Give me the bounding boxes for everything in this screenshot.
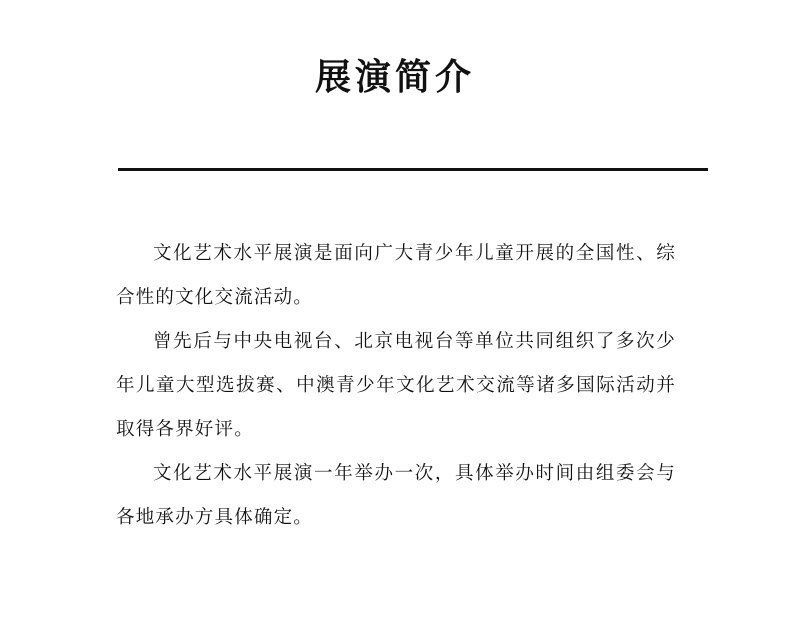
paragraph-schedule: 文化艺术水平展演一年举办一次，具体举办时间由组委会与各地承办方具体确定。 <box>116 463 676 528</box>
body-text <box>116 232 676 540</box>
paragraph-history: 曾先后与中央电视台、北京电视台等单位共同组织了多次少年儿童大型选拔赛、中澳青少年文化艺术交流等诸多国际活动并取得各界好评。 <box>116 331 676 440</box>
title-divider <box>118 168 708 171</box>
page-title: 展演简介 <box>314 56 475 98</box>
paragraph-intro: 文化艺术水平展演是面向广大青少年儿童开展的全国性、综合性的文化交流活动。 <box>116 243 676 308</box>
